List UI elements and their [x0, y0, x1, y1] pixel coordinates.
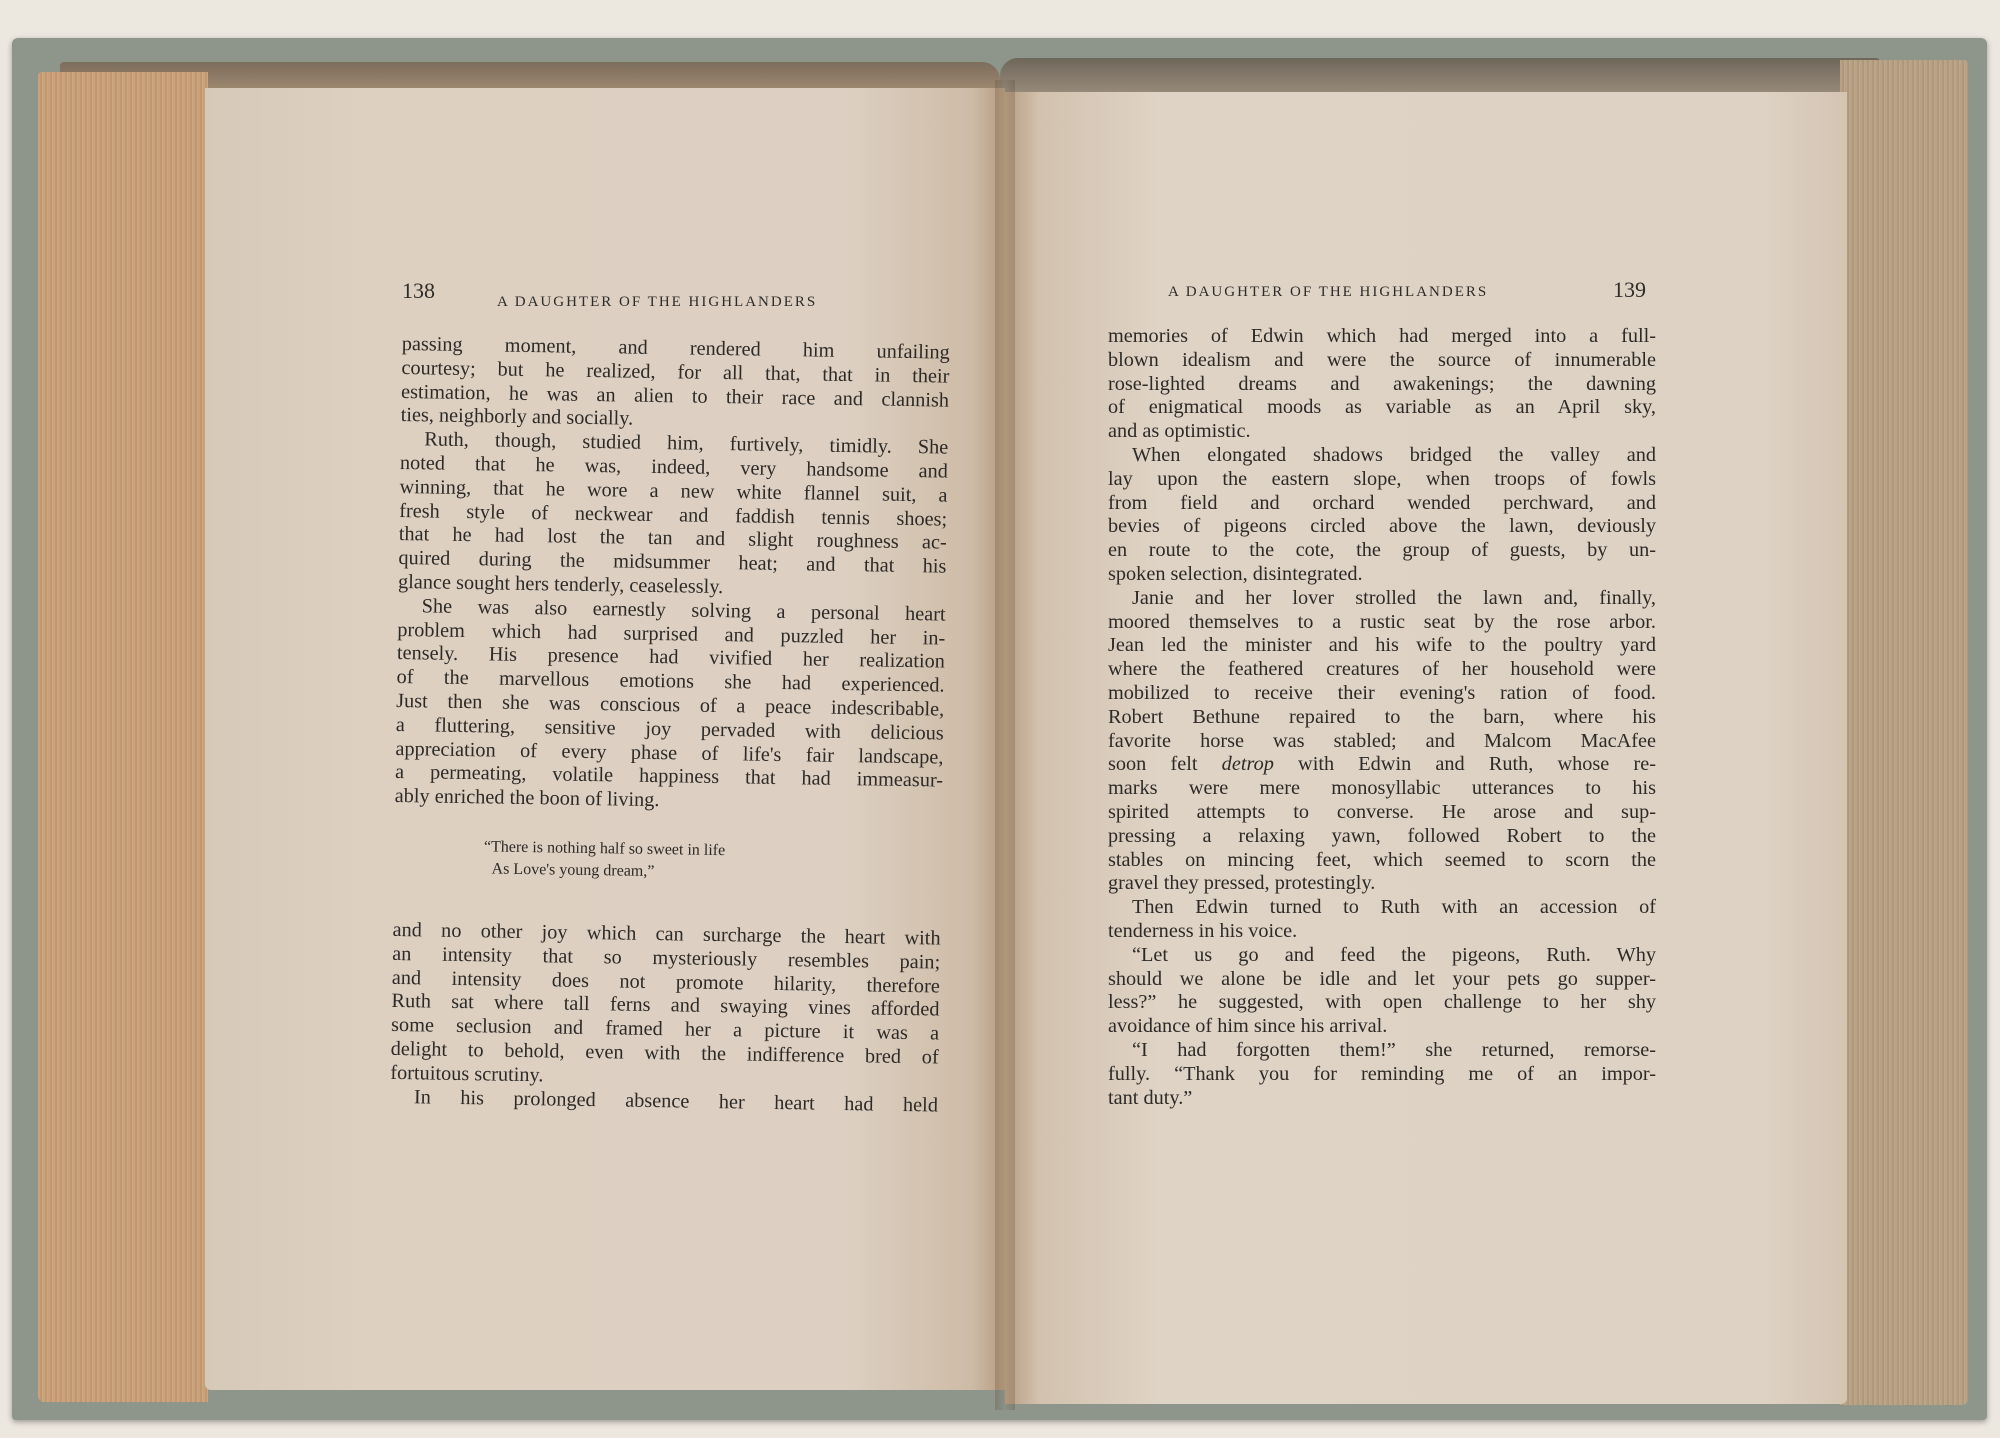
right-text-column — [1108, 325, 1656, 1110]
text-line: delight to behold, even with the indifference bred of — [390, 1037, 939, 1069]
text-line: a fluttering, sensitive joy pervaded with delicious — [395, 713, 944, 745]
text-line: winning, that he wore a new white flannel suit, a — [399, 475, 948, 507]
text-line: tant duty.” — [1108, 1086, 1193, 1109]
text-line: Ruth sat where tall ferns and swaying vines afforded — [391, 990, 940, 1021]
text-line: tenderness in his voice. — [1108, 919, 1298, 942]
text-line: and as optimistic. — [1108, 420, 1251, 443]
text-line: moored themselves to a rustic seat by the rose arbor. — [1108, 610, 1656, 633]
text-line: that he had lost the tan and slight roughness ac- — [398, 523, 947, 554]
text-line: appreciation of every phase of life's fair landscape, — [395, 737, 944, 769]
left-paragraph-1 — [401, 333, 950, 437]
text-line: from field and orchard wended perchward, and — [1108, 491, 1656, 514]
right-paragraph-1 — [1108, 325, 1656, 444]
text-line: gravel they pressed, protestingly. — [1108, 872, 1376, 895]
left-paragraph-3 — [395, 595, 946, 818]
text-line: When elongated shadows bridged the valley and — [1132, 443, 1656, 466]
text-line: some seclusion and framed her a picture it was a — [390, 1014, 940, 1045]
right-page-number: 139 — [1613, 277, 1646, 302]
text-line: noted that he was, indeed, very handsome and — [399, 451, 949, 483]
right-paragraph-4 — [1108, 896, 1656, 944]
left-paragraph-2 — [398, 428, 949, 603]
text-line: estimation, he was an alien to their race and clannish — [400, 380, 950, 412]
text-line: “Let us go and feed the pigeons, Ruth. Why — [1132, 943, 1656, 966]
text-line: favorite horse was stabled; and Malcom MacAfee — [1108, 729, 1656, 752]
text-line: ties, neighborly and socially. — [400, 404, 634, 431]
text-line: glance sought hers tenderly, ceaselessly. — [397, 570, 724, 599]
text-line: Janie and her lover strolled the lawn and, finally, — [1132, 586, 1656, 609]
text-line: passing moment, and rendered him unfailing — [401, 333, 950, 364]
text-line: quired during the midsummer heat; and that his — [398, 547, 947, 578]
verse-line: As Love's young dream,” — [491, 860, 655, 880]
text-line: ably enriched the boon of living. — [394, 785, 660, 812]
verse-quotation — [483, 836, 942, 887]
text-line: Just then she was conscious of a peace indescribable, — [396, 689, 945, 721]
text-line: less?” he suggested, with open challenge to her shy — [1108, 991, 1656, 1014]
right-paragraph-5 — [1108, 944, 1656, 1039]
text-fragment: with Edwin and Ruth, whose re- — [1298, 753, 1656, 776]
text-line: and intensity does not promote hilarity, therefore — [391, 966, 940, 998]
text-line: pressing a relaxing yawn, followed Robert to the — [1108, 824, 1656, 847]
text-line: spirited attempts to converse. He arose and sup- — [1108, 800, 1656, 823]
left-paragraph-4 — [390, 919, 941, 1094]
text-line: In his prolonged absence her heart had held — [413, 1085, 939, 1117]
text-line: “I had forgotten them!” she returned, remorse- — [1132, 1038, 1656, 1061]
italic-word: detrop — [1221, 753, 1274, 776]
right-page — [1005, 92, 1847, 1404]
verse-line: “There is nothing half so sweet in life — [483, 838, 726, 860]
text-line: where the feathered creatures of her household were — [1108, 658, 1656, 681]
left-running-head: A DAUGHTER OF THE HIGHLANDERS — [497, 294, 818, 310]
left-page — [205, 88, 1005, 1390]
text-line: tensely. His presence had vivified her realization — [396, 642, 946, 673]
right-running-head: A DAUGHTER OF THE HIGHLANDERS — [1168, 284, 1489, 300]
right-paragraph-6 — [1108, 1039, 1656, 1110]
right-paragraph-3 — [1108, 587, 1656, 896]
text-line: courtesy; but he realized, for all that, that in their — [401, 356, 950, 388]
left-text-column — [390, 333, 950, 1118]
text-line: She was also earnestly solving a personal heart — [421, 595, 946, 626]
right-paragraph-2 — [1108, 444, 1656, 587]
text-line: lay upon the eastern slope, when troops of fowls — [1108, 467, 1656, 490]
text-line: of enigmatical moods as variable as an April sky, — [1108, 396, 1656, 419]
text-line: should we alone be idle and let your pets go supper- — [1108, 967, 1656, 990]
text-line: avoidance of him since his arrival. — [1108, 1015, 1388, 1038]
book-gutter — [995, 80, 1015, 1410]
text-line: spoken selection, disintegrated. — [1108, 562, 1363, 585]
text-line: mobilized to receive their evening's ration of food. — [1108, 681, 1656, 704]
text-line: Ruth, though, studied him, furtively, timidly. She — [424, 428, 949, 459]
text-line: problem which had surprised and puzzled her in- — [397, 618, 946, 650]
text-line: and no other joy which can surcharge the heart with — [392, 918, 941, 950]
right-page-block — [1840, 60, 1968, 1405]
left-page-block — [38, 72, 208, 1402]
text-line: marks were mere monosyllabic utterances to his — [1108, 777, 1656, 800]
text-line: fortuitous scrutiny. — [390, 1061, 544, 1087]
text-line: fully. “Thank you for reminding me of an impor- — [1108, 1062, 1656, 1085]
text-line — [1108, 753, 1656, 777]
text-line: blown idealism and were the source of innumerable — [1108, 348, 1656, 371]
text-line: stables on mincing feet, which seemed to scorn the — [1108, 848, 1656, 871]
text-line: a permeating, volatile happiness that had immeasur- — [394, 761, 944, 792]
text-line: of the marvellous emotions she had experienced. — [396, 666, 945, 697]
text-line: en route to the cote, the group of guests, by un- — [1108, 539, 1656, 562]
text-line: fresh style of neckwear and faddish tennis shoes; — [399, 499, 948, 531]
text-line: Jean led the minister and his wife to the poultry yard — [1108, 634, 1656, 657]
left-page-number: 138 — [402, 278, 435, 303]
text-line: an intensity that so mysteriously resembles pain; — [392, 942, 941, 974]
text-fragment: soon felt — [1108, 753, 1198, 776]
text-line: bevies of pigeons circled above the lawn, deviously — [1108, 515, 1656, 538]
text-line: memories of Edwin which had merged into a full- — [1108, 325, 1656, 347]
text-line: Then Edwin turned to Ruth with an accession of — [1132, 896, 1656, 919]
text-line: rose-lighted dreams and awakenings; the dawning — [1108, 372, 1656, 395]
text-line: Robert Bethune repaired to the barn, where his — [1108, 705, 1656, 728]
